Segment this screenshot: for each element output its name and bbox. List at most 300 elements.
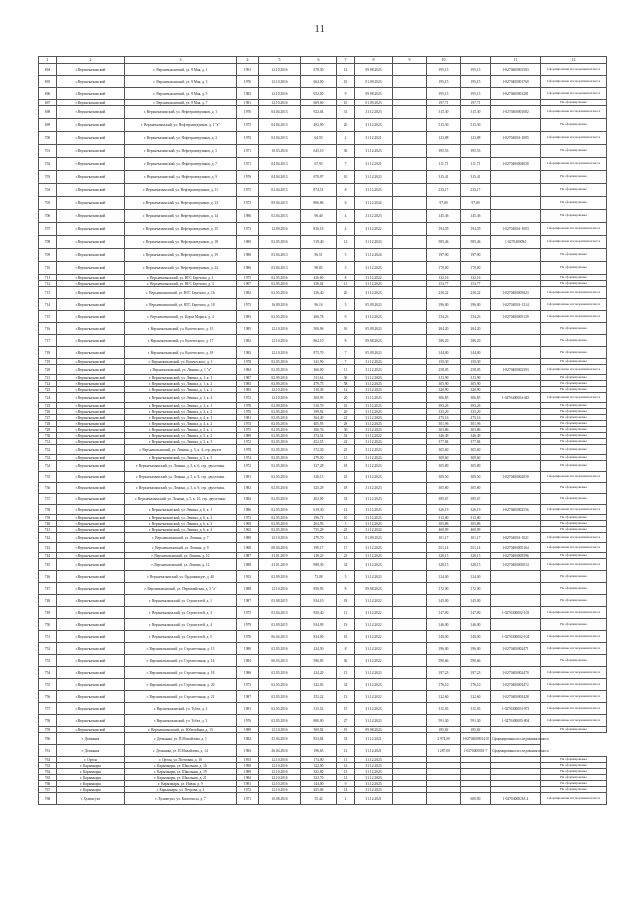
table-cell: 761 — [39, 745, 57, 757]
table-cell: 1-0270400001281 — [491, 88, 541, 100]
table-cell: 12.10.2016 — [259, 323, 301, 335]
table-cell: г. Верхнеказымский, ул. Нефтеразведчиков, д. 1 "а" — [125, 119, 237, 132]
table-cell: 6 — [337, 197, 355, 210]
table-cell: 230,22 — [461, 287, 491, 299]
table-cell: 32 — [337, 559, 355, 571]
table-cell: 862,10 — [301, 335, 337, 347]
table-cell: 730 — [39, 433, 57, 439]
table-cell: г.Верхнеказымский — [57, 119, 125, 132]
table-cell: 31.12.2022 — [355, 619, 393, 631]
table-cell: 1988 — [237, 559, 259, 571]
table-cell: 747 — [39, 583, 57, 595]
table-cell: Не сформированы — [541, 100, 607, 106]
table-cell — [491, 145, 541, 158]
table-cell: 04.04.2013 — [259, 106, 301, 119]
table-cell: 196,71 — [301, 515, 337, 521]
table-cell: 02.05.2016 — [259, 515, 301, 521]
table-cell: г.Верхнеказымский — [57, 197, 125, 210]
table-cell: 643,10 — [301, 145, 337, 158]
table-row — [39, 643, 607, 655]
table-cell: 452,55 — [301, 439, 337, 445]
table-cell: 31.12.2023 — [355, 679, 393, 691]
table-cell: 1975 — [237, 427, 259, 433]
table-cell — [393, 171, 427, 184]
table-cell: 03.04.2013 — [259, 607, 301, 619]
table-cell: г. Верхнеказымский, ул. Ленина, д. 5, к. 2 — [125, 433, 237, 439]
table-cell — [393, 249, 427, 262]
table-cell — [491, 335, 541, 347]
table-cell: Не сформированы — [541, 184, 607, 197]
table-cell: 492,90 — [301, 119, 337, 132]
table-cell: 1975 — [237, 275, 259, 281]
table-cell: 11 — [337, 455, 355, 461]
table-cell: г. Верхнеказымский, ул. Строительная, д. 13 — [125, 643, 237, 655]
table-cell: 258,05 — [427, 365, 461, 375]
table-cell: 16 — [337, 403, 355, 409]
table-cell: г. Верхнеказымский, ул. Ленина, д. 1, к. 1 — [125, 375, 237, 381]
header-cell: 2 — [57, 57, 125, 64]
table-cell: г. Верхнеказымский, ул. Ленина, д. 6, к. 3 — [125, 521, 237, 527]
table-cell: г.Верхнеказымский — [57, 494, 125, 505]
table-cell: 395,53 — [427, 145, 461, 158]
table-cell: г. Хулимсунт, ул. Комсомола, д. 7 — [125, 793, 237, 805]
table-cell: 765 — [39, 775, 57, 781]
table-cell: Не сформированы — [541, 521, 607, 527]
table-cell: 309,60 — [427, 455, 461, 461]
table-cell: 02.05.2016 — [259, 427, 301, 433]
table-cell: 306,85 — [461, 393, 491, 403]
table-cell: 741 — [39, 527, 57, 533]
table-cell: 511,62 — [301, 375, 337, 381]
table-cell: Сформированы исследования износа — [541, 311, 607, 323]
table-cell: 1-0270400001-7 — [461, 745, 491, 757]
table-cell: 31.12.2023 — [355, 409, 393, 415]
table-cell: г.Верхнеказымский — [57, 393, 125, 403]
table-cell: г. Демьянка — [57, 733, 125, 745]
table-cell: 1967 — [237, 281, 259, 287]
table-cell: 714 — [39, 299, 57, 311]
table-cell: 22 — [337, 415, 355, 421]
table-cell — [393, 323, 427, 335]
table-cell: 10.08.2016 — [259, 793, 301, 805]
table-cell — [393, 745, 427, 757]
register-table — [38, 56, 607, 805]
table-row — [39, 236, 607, 249]
table-cell: г.Верхнеказымский — [57, 335, 125, 347]
table-cell: 1-0270400002039 — [491, 472, 541, 483]
table-cell: 830,40 — [301, 607, 337, 619]
table-cell: 31.12.2023 — [355, 403, 393, 409]
table-cell: 1990 — [237, 763, 259, 769]
table-cell: г. Верхнеказымский, ул. Нефтеразведчиков, д. 15 — [125, 223, 237, 236]
table-cell: 10.03.2016 — [259, 145, 301, 158]
table-cell — [393, 197, 427, 210]
table-cell — [393, 583, 427, 595]
table-cell: 258,05 — [461, 365, 491, 375]
table-cell: 27 — [337, 715, 355, 727]
table-cell: 279,50 — [301, 455, 337, 461]
table-cell: 01.09.2023 — [355, 76, 393, 88]
table-cell: г. Верхнеказымский, ул. Ленина, д. 5, к. 9, стр. двухэтажн. — [125, 483, 237, 494]
table-cell: 195,15 — [427, 64, 461, 76]
table-cell — [393, 494, 427, 505]
table-cell: г.Верхнеказымский — [57, 287, 125, 299]
table-cell: 12.10.2016 — [259, 347, 301, 359]
table-cell: Не сформированы — [541, 347, 607, 359]
table-cell: 697 — [39, 100, 57, 106]
table-cell: 31.12.2022 — [355, 643, 393, 655]
table-cell: 02.05.2016 — [259, 505, 301, 515]
table-cell: г. Карымкары — [57, 763, 125, 769]
table-cell: 196,65 — [301, 745, 337, 757]
table-cell: 234,50 — [301, 643, 337, 655]
table-cell — [491, 171, 541, 184]
table-cell: 31.12.2023 — [355, 775, 393, 781]
table-cell: Не сформированы — [541, 197, 607, 210]
table-cell: Сформированы исследования износа — [541, 393, 607, 403]
table-cell: 510,79 — [301, 403, 337, 409]
table-cell — [393, 715, 427, 727]
table-cell: 12.10.2016 — [259, 727, 301, 733]
table-cell: г. Верхнеказымский, ул. Ленина, д. 5, к. 1 — [125, 427, 237, 433]
table-cell: 326,19 — [427, 505, 461, 515]
table-cell: г.Верхнеказымский — [57, 515, 125, 521]
table-cell: 1981 — [237, 415, 259, 421]
table-cell: 346,49 — [427, 433, 461, 439]
table-cell — [393, 145, 427, 158]
table-cell: 702 — [39, 158, 57, 171]
table-cell: 02.05.2016 — [259, 281, 301, 287]
table-cell: г. Верхнеказымский, ул. Купеческого, д. 15 — [125, 323, 237, 335]
table-cell: 710 — [39, 262, 57, 275]
table-cell — [393, 703, 427, 715]
table-cell: 733 — [39, 455, 57, 461]
table-cell: 31.12.2021 — [355, 733, 393, 745]
table-cell: 8 — [337, 184, 355, 197]
table-cell — [393, 643, 427, 655]
table-cell: 669,60 — [301, 100, 337, 106]
table-cell: 02.05.2016 — [259, 236, 301, 249]
table-cell: 7 — [337, 347, 355, 359]
table-cell: г. Верхнеказымский, ул. Тубеа, д. 1 — [125, 703, 237, 715]
table-cell: 03.04.2013 — [259, 249, 301, 262]
table-cell: 12 — [337, 745, 355, 757]
table-cell: г. Верхнеказымский, ул. Юбилейная, д. 15 — [125, 727, 237, 733]
table-cell: 1985 — [237, 323, 259, 335]
table-cell: Не сформированы — [541, 381, 607, 387]
table-cell: 1972 — [237, 439, 259, 445]
table-cell: Сформированы исследования износа — [541, 158, 607, 171]
table-cell: 33 — [337, 733, 355, 745]
table-cell: 31.12.2024 — [355, 197, 393, 210]
header-cell: 10 — [427, 57, 461, 64]
table-cell: 31.12.2023 — [355, 715, 393, 727]
table-cell: г.Верхнеказымский — [57, 427, 125, 433]
table-cell: 551,14 — [427, 543, 461, 553]
table-cell — [393, 631, 427, 643]
table-cell: 305,60 — [427, 445, 461, 455]
table-cell: Сформированы исследования износа — [541, 643, 607, 655]
table-cell: 31.12.2022 — [355, 631, 393, 643]
table-cell: 551,14 — [461, 543, 491, 553]
table-cell — [491, 655, 541, 667]
table-cell: 23.01.2019 — [259, 553, 301, 559]
table-cell: 723 — [39, 387, 57, 393]
table-cell: 1-0270400002470 — [491, 667, 541, 679]
table-cell: 31.12.2023 — [355, 787, 393, 793]
table-cell: 346,49 — [461, 433, 491, 439]
table-cell: 1984 — [237, 745, 259, 757]
table-cell: г. Верхнеказымский, ул. Тубеа, д. 3 — [125, 715, 237, 727]
table-cell: 712 — [39, 281, 57, 287]
table-cell: 02.05.2016 — [259, 494, 301, 505]
table-cell: г.Верхнеказымский — [57, 505, 125, 515]
table-cell: 395,67 — [461, 494, 491, 505]
table-cell: г. Верхнеказымский, ул. Ленина, д. 1, к. 4 — [125, 393, 237, 403]
table-cell: Сформированы исследования износа — [491, 733, 541, 745]
table-cell: 734 — [39, 461, 57, 472]
table-cell: г.Верхнеказымский — [57, 595, 125, 607]
table-cell: 197,71 — [461, 100, 491, 106]
table-cell — [393, 559, 427, 571]
table-cell: г.Верхнеказымский — [57, 347, 125, 359]
table-cell: 122,60 — [461, 691, 491, 703]
table-cell: 1986 — [237, 262, 259, 275]
table-cell: 320,90 — [461, 387, 491, 393]
table-cell: г.Верхнеказымский — [57, 691, 125, 703]
table-cell: 12 — [337, 763, 355, 769]
table-cell: 510,39 — [301, 387, 337, 393]
table-cell: 694 — [39, 64, 57, 76]
table-cell — [393, 472, 427, 483]
table-cell: 31.12.2023 — [355, 781, 393, 787]
table-cell: г. Карымкары, ул. Школьная, д. 16 — [125, 763, 237, 769]
table-cell: г. Верхнеказымский, ул. Ленина, д. 10 — [125, 553, 237, 559]
table-cell: 309,60 — [461, 455, 491, 461]
table-cell: 366,00 — [301, 365, 337, 375]
table-cell: 301,96 — [427, 421, 461, 427]
table-cell: 31.12.2023 — [355, 287, 393, 299]
table-cell: 317,28 — [301, 461, 337, 472]
table-cell: 405,95 — [301, 421, 337, 427]
table-row — [39, 64, 607, 76]
table-cell: 1976 — [237, 631, 259, 643]
table-cell: г. Верхнеказымский, ул. Нефтеразведчиков, д. 14 — [125, 210, 237, 223]
table-cell: Сформированы исследования износа — [541, 132, 607, 145]
table-cell: 18 — [337, 595, 355, 607]
table-cell: 31.12.2023 — [355, 445, 393, 455]
table-cell: г. Верхнеказымский, ул. 9 Мая, д. 1 — [125, 64, 237, 76]
table-cell: г.Верхнеказымский — [57, 679, 125, 691]
table-cell: Сформированы исследования износа — [491, 745, 541, 757]
table-cell: 02.05.2016 — [259, 359, 301, 365]
table-cell: 190,17 — [301, 543, 337, 553]
table-cell: Не сформированы — [541, 619, 607, 631]
table-cell: 764 — [39, 769, 57, 775]
table-cell: 1976 — [237, 76, 259, 88]
table-cell: 150,30 — [427, 359, 461, 365]
table-cell: 31.12.2023 — [355, 515, 393, 521]
table-cell: 300,95 — [301, 393, 337, 403]
table-cell: г. Верхнеказымский, ул. Нефтеразведчиков, д. 11 — [125, 184, 237, 197]
table-cell: 185,82 — [427, 727, 461, 733]
table-cell: 332,70 — [301, 775, 337, 781]
table-cell: 31.12.2023 — [355, 455, 393, 461]
table-cell: 02.05.2016 — [259, 311, 301, 323]
table-cell: 197,23 — [461, 667, 491, 679]
table-cell: 12.10.2016 — [259, 88, 301, 100]
table-cell — [393, 571, 427, 583]
table-cell: 1972 — [237, 461, 259, 472]
table-cell: 1-0270400001583 — [491, 64, 541, 76]
table-cell: 709 — [39, 249, 57, 262]
table-cell: 313,90 — [427, 375, 461, 381]
table-cell: 132,16 — [427, 275, 461, 281]
table-cell: г.Верхнеказымский — [57, 553, 125, 559]
table-cell: г. Карымкары — [57, 781, 125, 787]
table-cell: 585,46 — [427, 236, 461, 249]
table-cell: 96,51 — [301, 249, 337, 262]
table-cell: Сформированы исследования износа — [541, 607, 607, 619]
table-cell: Не сформированы — [541, 763, 607, 769]
table-cell: г.Верхнеказымский — [57, 403, 125, 409]
table-cell — [393, 132, 427, 145]
table-cell: 1971 — [237, 145, 259, 158]
table-cell: 1984 — [237, 655, 259, 667]
table-cell: г.Верхнеказымский — [57, 171, 125, 184]
table-cell: Сформированы исследования износа — [541, 631, 607, 643]
table-cell: 1982 — [237, 733, 259, 745]
table-cell: 09.08.2023 — [355, 64, 393, 76]
table-cell: 9 — [337, 311, 355, 323]
table-cell: 727 — [39, 415, 57, 421]
table-cell: Сформированы исследования износа — [541, 236, 607, 249]
table-cell — [491, 445, 541, 455]
header-cell: 9 — [393, 57, 427, 64]
table-cell: 1969 — [237, 521, 259, 527]
table-row — [39, 197, 607, 210]
table-cell: 759 — [39, 727, 57, 733]
table-cell: 1-0270400002556 — [491, 505, 541, 515]
table-cell: 1978 — [237, 403, 259, 409]
table-cell — [491, 262, 541, 275]
table-row — [39, 335, 607, 347]
table-cell — [393, 393, 427, 403]
table-cell: 1974 — [237, 421, 259, 427]
table-cell: 02.05.2016 — [259, 365, 301, 375]
table-cell: 02.04.2013 — [259, 210, 301, 223]
table-cell: 1976 — [237, 409, 259, 415]
table-row — [39, 483, 607, 494]
table-cell: 500,92 — [301, 727, 337, 733]
table-cell: 309,50 — [427, 472, 461, 483]
table-row — [39, 679, 607, 691]
table-cell: 591,30 — [427, 715, 461, 727]
table-cell: 328,15 — [427, 553, 461, 559]
table-cell: 02.05.2016 — [259, 275, 301, 281]
table-cell: 745 — [39, 559, 57, 571]
table-cell: 31.12.2023 — [355, 184, 393, 197]
table-cell: 01.09.2023 — [355, 533, 393, 543]
table-cell — [491, 571, 541, 583]
table-cell: 1975 — [237, 184, 259, 197]
table-cell: 256,40 — [301, 287, 337, 299]
table-cell: Сформированы исследования износа — [541, 559, 607, 571]
table-cell — [393, 533, 427, 543]
table-cell: Сформированы исследования износа — [541, 691, 607, 703]
table-cell: 122,90 — [301, 763, 337, 769]
table-cell: 1972 — [237, 197, 259, 210]
table-cell: 1988 — [237, 583, 259, 595]
table-cell: 275,16 — [427, 415, 461, 421]
table-cell: 600,00 — [461, 793, 491, 805]
table-cell — [393, 299, 427, 311]
table-cell: 1986 — [237, 505, 259, 515]
table-cell: г.Верхнеказымский — [57, 433, 125, 439]
table-cell: г.Верхнеказымский — [57, 132, 125, 145]
table-cell: 333,20 — [461, 409, 491, 415]
table-cell: 760 — [39, 733, 57, 745]
table-cell: г. Верхнеказымский, ул. Нефтеразведчиков, д. 7 — [125, 158, 237, 171]
table-cell: г. Верхнеказымский, ул. Нефтеразведчиков, д. 24 — [125, 262, 237, 275]
table-cell: г.Верхнеказымский — [57, 521, 125, 527]
table-cell: Не сформированы — [541, 483, 607, 494]
table-cell: 12.10.2016 — [259, 387, 301, 393]
table-row — [39, 607, 607, 619]
table-cell: 377,84 — [427, 439, 461, 445]
table-cell: 11 — [337, 757, 355, 763]
table-cell: 252,22 — [301, 691, 337, 703]
table-cell: 197,23 — [427, 667, 461, 679]
table-cell: 144,00 — [301, 781, 337, 787]
table-cell: г. Верхнеказымский, ул. Купеческого, д. 1 — [125, 359, 237, 365]
table-cell: г. Верхнеказымский, ул. Строителей, д. 4 — [125, 619, 237, 631]
table-cell: 1970 — [237, 132, 259, 145]
table-cell: 1965 — [237, 527, 259, 533]
table-cell: г.Верхнеказымский — [57, 559, 125, 571]
table-cell: 934,09 — [301, 619, 337, 631]
table-cell: 320,90 — [427, 387, 461, 393]
table-cell: 12 — [337, 64, 355, 76]
table-cell: г. Верхнеказымский, ул. Карла Маркса, д. 4 — [125, 311, 237, 323]
table-cell: 1-0270400002-103 — [491, 607, 541, 619]
table-cell: Не сформированы — [541, 145, 607, 158]
table-cell: Не сформированы — [541, 494, 607, 505]
table-cell: 1976 — [237, 171, 259, 184]
table-row — [39, 472, 607, 483]
table-cell: 101,17 — [461, 533, 491, 543]
table-cell: 1973 — [237, 515, 259, 521]
table-row — [39, 667, 607, 679]
table-cell: г. Ортон, ул. Почтовая, д. 10 — [125, 757, 237, 763]
table-cell: 31.12.2023 — [355, 571, 393, 583]
table-row — [39, 733, 607, 745]
table-cell: 31.12.2023 — [355, 559, 393, 571]
table-cell: 750 — [39, 619, 57, 631]
table-cell: 09.08.2023 — [355, 583, 393, 595]
table-cell: 33 — [337, 494, 355, 505]
table-cell: Не сформированы — [541, 387, 607, 393]
table-cell: г.Верхнеказымский — [57, 223, 125, 236]
table-cell: 02.05.2016 — [259, 455, 301, 461]
table-cell: г.Верхнеказымский — [57, 299, 125, 311]
table-cell: 305,80 — [427, 461, 461, 472]
header-cell: 1 — [39, 57, 57, 64]
table-cell: 16.09.2016 — [259, 299, 301, 311]
table-cell: 372,30 — [301, 445, 337, 455]
table-cell: 31.12.2023 — [355, 769, 393, 775]
table-cell: 1980 — [237, 236, 259, 249]
